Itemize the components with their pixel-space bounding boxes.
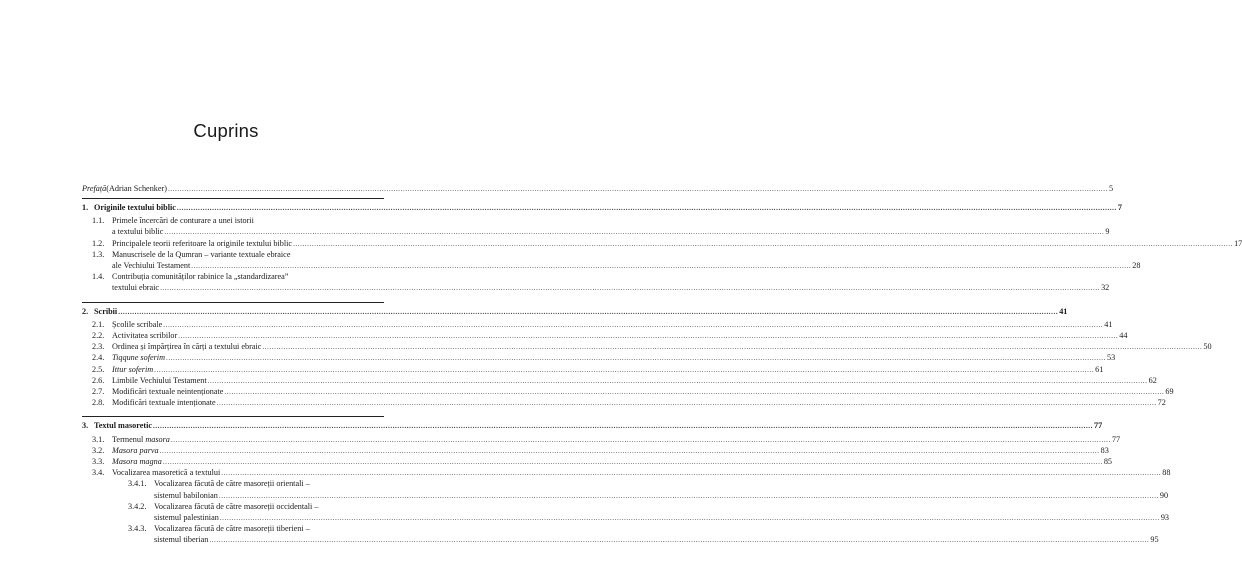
toc-entry-1-3-cont[interactable] — [92, 260, 1141, 272]
entry-title: Tiqqune soferim — [112, 353, 165, 363]
page-number: 61 — [1095, 364, 1104, 374]
chapter-number: 3. — [82, 421, 89, 431]
entry-number: 3.4.1. — [128, 479, 147, 489]
toc-entry-1-1[interactable] — [92, 215, 384, 227]
toc-entry-1-1-cont[interactable] — [92, 226, 1110, 238]
page-number: 50 — [1203, 342, 1212, 352]
preface-author: (Adrian Schenker) — [106, 184, 167, 193]
entry-title: Termenul masora — [112, 434, 170, 444]
leader-dots: ................................................................................................................................................................................................................................................................................................................................................................................................................ — [159, 446, 1100, 455]
toc-chapter-3[interactable] — [82, 420, 1103, 432]
leader-dots: ................................................................................................................................................................................................................................................................................................................................................................................................................ — [160, 284, 1101, 293]
toc-entry-2-2[interactable] — [92, 330, 1128, 342]
page-number: 62 — [1148, 375, 1157, 385]
entry-number: 2.8. — [92, 398, 105, 408]
page-number: 9 — [1105, 227, 1110, 237]
entry-title: ale Vechiului Testament — [112, 261, 191, 270]
entry-title: Ordinea și împărțirea în cărți a textului ebraic — [112, 342, 262, 352]
leader-dots: ................................................................................................................................................................................................................................................................................................................................................................................................................ — [224, 388, 1165, 396]
section-divider — [82, 416, 384, 417]
page-number: 7 — [1117, 203, 1122, 212]
toc-entry-2-7[interactable] — [92, 386, 1174, 398]
toc-entry-3-4-3[interactable] — [128, 523, 384, 535]
page-number: 44 — [1119, 331, 1128, 340]
leader-dots: ................................................................................................................................................................................................................................................................................................................................................................................................................ — [178, 332, 1119, 340]
leader-dots: ................................................................................................................................................................................................................................................................................................................................................................................................................ — [153, 422, 1093, 431]
page-number: 72 — [1157, 398, 1166, 408]
toc-entry-3-1[interactable] — [92, 434, 1121, 446]
entry-title: Vocalizarea făcută de către masoreții orientali – — [154, 479, 310, 489]
toc-entry-3-4-1-cont[interactable] — [128, 490, 1169, 502]
entry-number: 3.4.2. — [128, 501, 147, 511]
leader-dots: ................................................................................................................................................................................................................................................................................................................................................................................................................ — [219, 514, 1160, 522]
toc-entry-2-5[interactable] — [92, 364, 1104, 376]
entry-title: Vocalizarea făcută de către masoreții occidentali – — [154, 501, 319, 511]
chapter-title: Originile textului biblic — [94, 203, 176, 212]
leader-dots: ................................................................................................................................................................................................................................................................................................................................................................................................................ — [216, 399, 1157, 408]
entry-title: Vocalizarea masoretică a textului — [112, 468, 221, 478]
entry-number: 3.2. — [92, 445, 105, 455]
page-number: 41 — [1104, 319, 1113, 329]
entry-title: Principalele teorii referitoare la originile textului biblic — [112, 238, 293, 248]
page-number: 17 — [1234, 238, 1242, 248]
entry-number: 1.3. — [92, 249, 105, 259]
entry-number: 2.6. — [92, 375, 105, 385]
entry-title: Contribuția comunităților rabinice la „standardizarea” — [112, 272, 289, 282]
page-number: 41 — [1059, 306, 1068, 316]
leader-dots: ................................................................................................................................................................................................................................................................................................................................................................................................................ — [176, 204, 1117, 212]
preface-label: Prefață — [82, 184, 107, 193]
leader-dots: ................................................................................................................................................................................................................................................................................................................................................................................................................ — [167, 185, 1108, 193]
entry-number: 3.3. — [92, 457, 105, 466]
entry-number: 2.1. — [92, 319, 105, 329]
page-number: 90 — [1159, 490, 1169, 500]
page-number: 32 — [1101, 283, 1110, 293]
entry-title: Școlile scribale — [112, 319, 163, 329]
leader-dots: ................................................................................................................................................................................................................................................................................................................................................................................................................ — [218, 491, 1159, 500]
entry-title: Limbile Vechiului Testament — [112, 375, 207, 385]
entry-title: sistemul palestinian — [154, 513, 219, 522]
toc-chapter-1[interactable] — [82, 202, 1122, 214]
toc-entry-3-3[interactable] — [92, 456, 1112, 468]
chapter-title: Textul masoretic — [94, 421, 152, 431]
leader-dots: ................................................................................................................................................................................................................................................................................................................................................................................................................ — [293, 239, 1234, 248]
entry-number: 3.1. — [92, 434, 105, 444]
entry-title: Modificări textuale neintenționate — [112, 387, 224, 396]
entry-title: Masora parva — [112, 445, 159, 455]
entry-number: 1.1. — [92, 216, 105, 226]
entry-number: 1.4. — [92, 272, 105, 282]
entry-title: Activitatea scribilor — [112, 331, 178, 340]
page-number: 28 — [1132, 261, 1141, 270]
section-divider — [82, 198, 384, 199]
page-number: 77 — [1094, 421, 1103, 431]
entry-title: Vocalizarea făcută de către masoreții tiberieni – — [154, 524, 310, 534]
leader-dots: ................................................................................................................................................................................................................................................................................................................................................................................................................ — [118, 307, 1059, 316]
page-number: 85 — [1103, 457, 1112, 466]
toc-entry-2-4[interactable] — [92, 352, 1116, 364]
page-number: 93 — [1160, 513, 1169, 522]
leader-dots: ................................................................................................................................................................................................................................................................................................................................................................................................................ — [166, 354, 1106, 363]
toc-entry-3-4-2-cont[interactable] — [128, 512, 1169, 524]
entry-title: Masora magna — [112, 457, 162, 466]
toc-entry-1-3[interactable] — [92, 249, 384, 261]
chapter-number: 2. — [82, 306, 89, 316]
page-number: 88 — [1162, 468, 1171, 478]
toc-entry-3-4-2[interactable] — [128, 501, 384, 513]
chapter-number: 1. — [82, 203, 89, 212]
toc-entry-1-4[interactable] — [92, 271, 384, 283]
page-title: Cuprins — [193, 120, 259, 141]
page-number: 83 — [1100, 445, 1109, 455]
leader-dots: ................................................................................................................................................................................................................................................................................................................................................................................................................ — [191, 262, 1132, 270]
toc-entry-3-4-1[interactable] — [128, 478, 384, 490]
entry-title: Modificări textuale intenționate — [112, 398, 216, 408]
toc-entry-3-4-3-cont[interactable] — [128, 534, 1159, 546]
leader-dots: ................................................................................................................................................................................................................................................................................................................................................................................................................ — [207, 376, 1148, 385]
toc-entry-2-1[interactable] — [92, 319, 1113, 331]
toc-entry-2-8[interactable] — [92, 397, 1166, 409]
leader-dots: ................................................................................................................................................................................................................................................................................................................................................................................................................ — [163, 320, 1104, 329]
toc-chapter-2[interactable] — [82, 306, 1068, 318]
toc-entry-3-4[interactable] — [92, 467, 1171, 479]
entry-title: sistemul babilonian — [154, 490, 218, 500]
leader-dots: ................................................................................................................................................................................................................................................................................................................................................................................................................ — [162, 458, 1103, 466]
entry-title: a textului biblic — [112, 227, 164, 237]
entry-number: 2.2. — [92, 331, 105, 340]
page-number: 5 — [1108, 184, 1114, 193]
leader-dots: ................................................................................................................................................................................................................................................................................................................................................................................................................ — [154, 365, 1095, 374]
toc-entry-1-2[interactable] — [92, 238, 1242, 250]
toc-preface-entry[interactable] — [82, 183, 1114, 195]
toc-entry-2-6[interactable] — [92, 375, 1157, 387]
entry-number: 2.4. — [92, 353, 105, 363]
page-number: 77 — [1111, 434, 1121, 444]
toc-entry-3-2[interactable] — [92, 445, 1109, 457]
entry-title: textului ebraic — [112, 283, 160, 293]
entry-number: 3.4.3. — [128, 524, 147, 534]
entry-title: Ittur soferim — [112, 364, 154, 374]
entry-number: 1.2. — [92, 238, 105, 248]
entry-number: 2.5. — [92, 364, 105, 374]
toc-entry-2-3[interactable] — [92, 341, 1212, 353]
leader-dots: ................................................................................................................................................................................................................................................................................................................................................................................................................ — [164, 228, 1105, 237]
toc-entry-1-4-cont[interactable] — [92, 282, 1110, 294]
chapter-title: Scribii — [94, 306, 118, 316]
entry-title: sistemul tiberian — [154, 535, 209, 545]
leader-dots: ................................................................................................................................................................................................................................................................................................................................................................................................................ — [209, 536, 1150, 545]
page-number: 69 — [1165, 387, 1174, 396]
page-number: 95 — [1150, 535, 1159, 545]
section-divider — [82, 302, 384, 303]
leader-dots: ................................................................................................................................................................................................................................................................................................................................................................................................................ — [170, 435, 1111, 444]
entry-title: Manuscrisele de la Qumran – variante textuale ebraice — [112, 249, 291, 259]
leader-dots: ................................................................................................................................................................................................................................................................................................................................................................................................................ — [262, 343, 1203, 352]
leader-dots: ................................................................................................................................................................................................................................................................................................................................................................................................................ — [221, 469, 1162, 478]
entry-number: 3.4. — [92, 468, 105, 478]
entry-number: 2.3. — [92, 342, 105, 352]
entry-number: 2.7. — [92, 387, 105, 396]
page-number: 53 — [1107, 353, 1116, 363]
entry-title: Primele încercări de conturare a unei istorii — [112, 216, 254, 226]
